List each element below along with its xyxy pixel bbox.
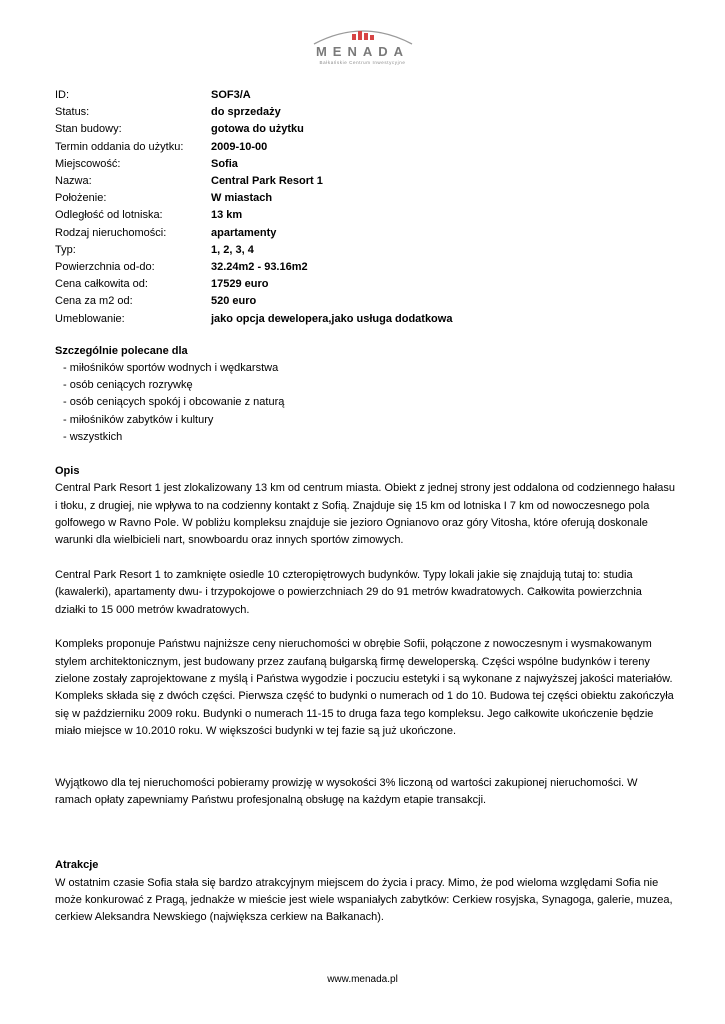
atrakcje-paragraph: W ostatnim czasie Sofia stała się bardzo atrakcyjnym miejscem do życia i pracy. Mimo, że pod wieloma względami Sofia nie może konkurować z Pragą, jednakże w mieście jest wiele wspaniałych zabytków: Cerkiew rosyjska, Synagoga, galerie, muzea, cerkiew Aleksandra Newskiego (największa cerkiew na Bałkanach). — [55, 876, 673, 924]
property-label: Status: — [55, 106, 90, 119]
property-label: Rodzaj nieruchomości: — [55, 226, 167, 239]
commission-paragraph: Wyjątkowo dla tej nieruchomości pobieramy prowizję w wysokości 3% liczoną od wartości zakupionej nieruchomości. W ramach opłaty zapewniamy Państwu profesjonalną obsługę na każdym etapie transakcji. — [55, 776, 638, 806]
menada-logo — [0, 24, 725, 46]
property-label: Umeblowanie: — [55, 312, 125, 325]
property-row — [55, 293, 452, 310]
property-value: 32.24m2 - 93.16m2 — [211, 261, 308, 274]
opis-paragraph: Kompleks składa się z dwóch części. Pierwsza część to budynki o numerach od 1 do 10. Budowa tej części obiektu zakończyła się w październiku 2009 roku. Budynki o numerach 11-15 to druga faza tego kompleksu. Jego całkowite ukończenie będzie miało miejsce w 10.2010 roku. W większości budynki w tej fazie są już ukończone. — [55, 690, 674, 738]
property-label: Stan budowy: — [55, 123, 122, 136]
property-value: SOF3/A — [211, 89, 251, 101]
property-row — [55, 225, 452, 242]
property-value: 520 euro — [211, 295, 257, 308]
property-row — [55, 173, 452, 190]
property-label: Typ: — [55, 243, 76, 256]
list-item: - osób ceniących rozrywkę — [63, 379, 193, 392]
property-label: Odległość od lotniska: — [55, 209, 163, 222]
property-row — [55, 190, 452, 207]
footer-url: www.menada.pl — [327, 974, 398, 985]
list-item: - wszystkich — [63, 430, 123, 443]
atrakcje-heading: Atrakcje — [55, 859, 99, 872]
property-value: do sprzedaży — [211, 106, 281, 119]
property-label: Nazwa: — [55, 175, 92, 188]
property-value: jako opcja dewelopera,jako usługa dodatkowa — [211, 312, 453, 325]
opis-paragraph: Central Park Resort 1 to zamknięte osiedle 10 czteropiętrowych budynków. Typy lokali jakie się znajdują tutaj to: studia (kawalerki), apartamenty dwu- i trzypokojowe o powierzchniach 29 do 91 metrów kwadratowych. Całkowita powierzchnia działki to 15 000 metrów kwadratowych. — [55, 568, 642, 616]
property-row — [55, 121, 452, 138]
logo-tagline: Bałkańskie Centrum Inwestycyjne — [319, 60, 406, 65]
list-item: - miłośników sportów wodnych i wędkarstwa — [63, 362, 279, 375]
property-row — [55, 139, 452, 156]
opis-paragraph: Central Park Resort 1 jest zlokalizowany 13 km od centrum miasta. Obiekt z jednej strony jest oddalona od codziennego hałasu i tłoku, z drugiej, nie wpływa to na codzienny kontakt z Sofią. Znajduje się 15 km od lotniska I 7 km od nowoczesnego pola golfowego w Ravno Pole. W pobliżu kompleksu znajduje sie jezioro Ognianovo oraz góry Vitosha, które oferują doskonale warunki dla wielbicieli nart, snowboardu oraz innych sportów zimowych. — [55, 482, 675, 547]
recommended-section — [55, 343, 675, 446]
property-row — [55, 311, 452, 328]
property-value: Sofia — [211, 157, 238, 170]
property-value: Central Park Resort 1 — [211, 175, 323, 188]
property-value: 17529 euro — [211, 278, 269, 291]
property-row — [55, 242, 452, 259]
property-row — [55, 207, 452, 224]
property-row — [55, 276, 452, 293]
property-value: 2009-10-00 — [211, 140, 268, 153]
list-item: - miłośników zabytków i kultury — [63, 413, 214, 426]
property-row — [55, 259, 452, 276]
property-row — [55, 87, 452, 104]
property-label: Położenie: — [55, 192, 107, 205]
logo-emblem-icon — [308, 24, 418, 46]
logo-wordmark: MENADA — [315, 44, 410, 59]
document-body — [55, 87, 675, 927]
property-value: apartamenty — [211, 226, 277, 239]
recommended-heading: Szczególnie polecane dla — [55, 344, 188, 357]
property-label: Cena całkowita od: — [55, 278, 148, 291]
property-row — [55, 156, 452, 173]
property-label: Termin oddania do użytku: — [55, 140, 184, 153]
property-value: W miastach — [211, 192, 273, 205]
property-label: Miejscowość: — [55, 157, 121, 170]
list-item: - osób ceniących spokój i obcowanie z naturą — [63, 396, 285, 409]
property-value: 1, 2, 3, 4 — [211, 243, 254, 256]
opis-heading: Opis — [55, 465, 80, 478]
property-value: gotowa do użytku — [211, 123, 304, 136]
recommended-list — [55, 360, 675, 446]
property-table — [55, 87, 452, 328]
property-row — [55, 104, 452, 121]
property-label: ID: — [55, 89, 70, 101]
property-label: Powierzchnia od-do: — [55, 261, 155, 274]
property-value: 13 km — [211, 209, 243, 222]
property-label: Cena za m2 od: — [55, 295, 133, 308]
opis-paragraph: Kompleks proponuje Państwu najniższe ceny nieruchomości w obrębie Sofii, połączone z nowoczesnym i wysmakowanym stylem architektonicznym, jest budowany przez zaufaną bułgarską firmę deweloperską. Części wspólne budynków i tereny zielone zostały zaprojektowane z myślą i Państwa wygodzie i poczuciu estetyki i są wykonane z najwyższej jakości materiałów. — [55, 638, 673, 685]
